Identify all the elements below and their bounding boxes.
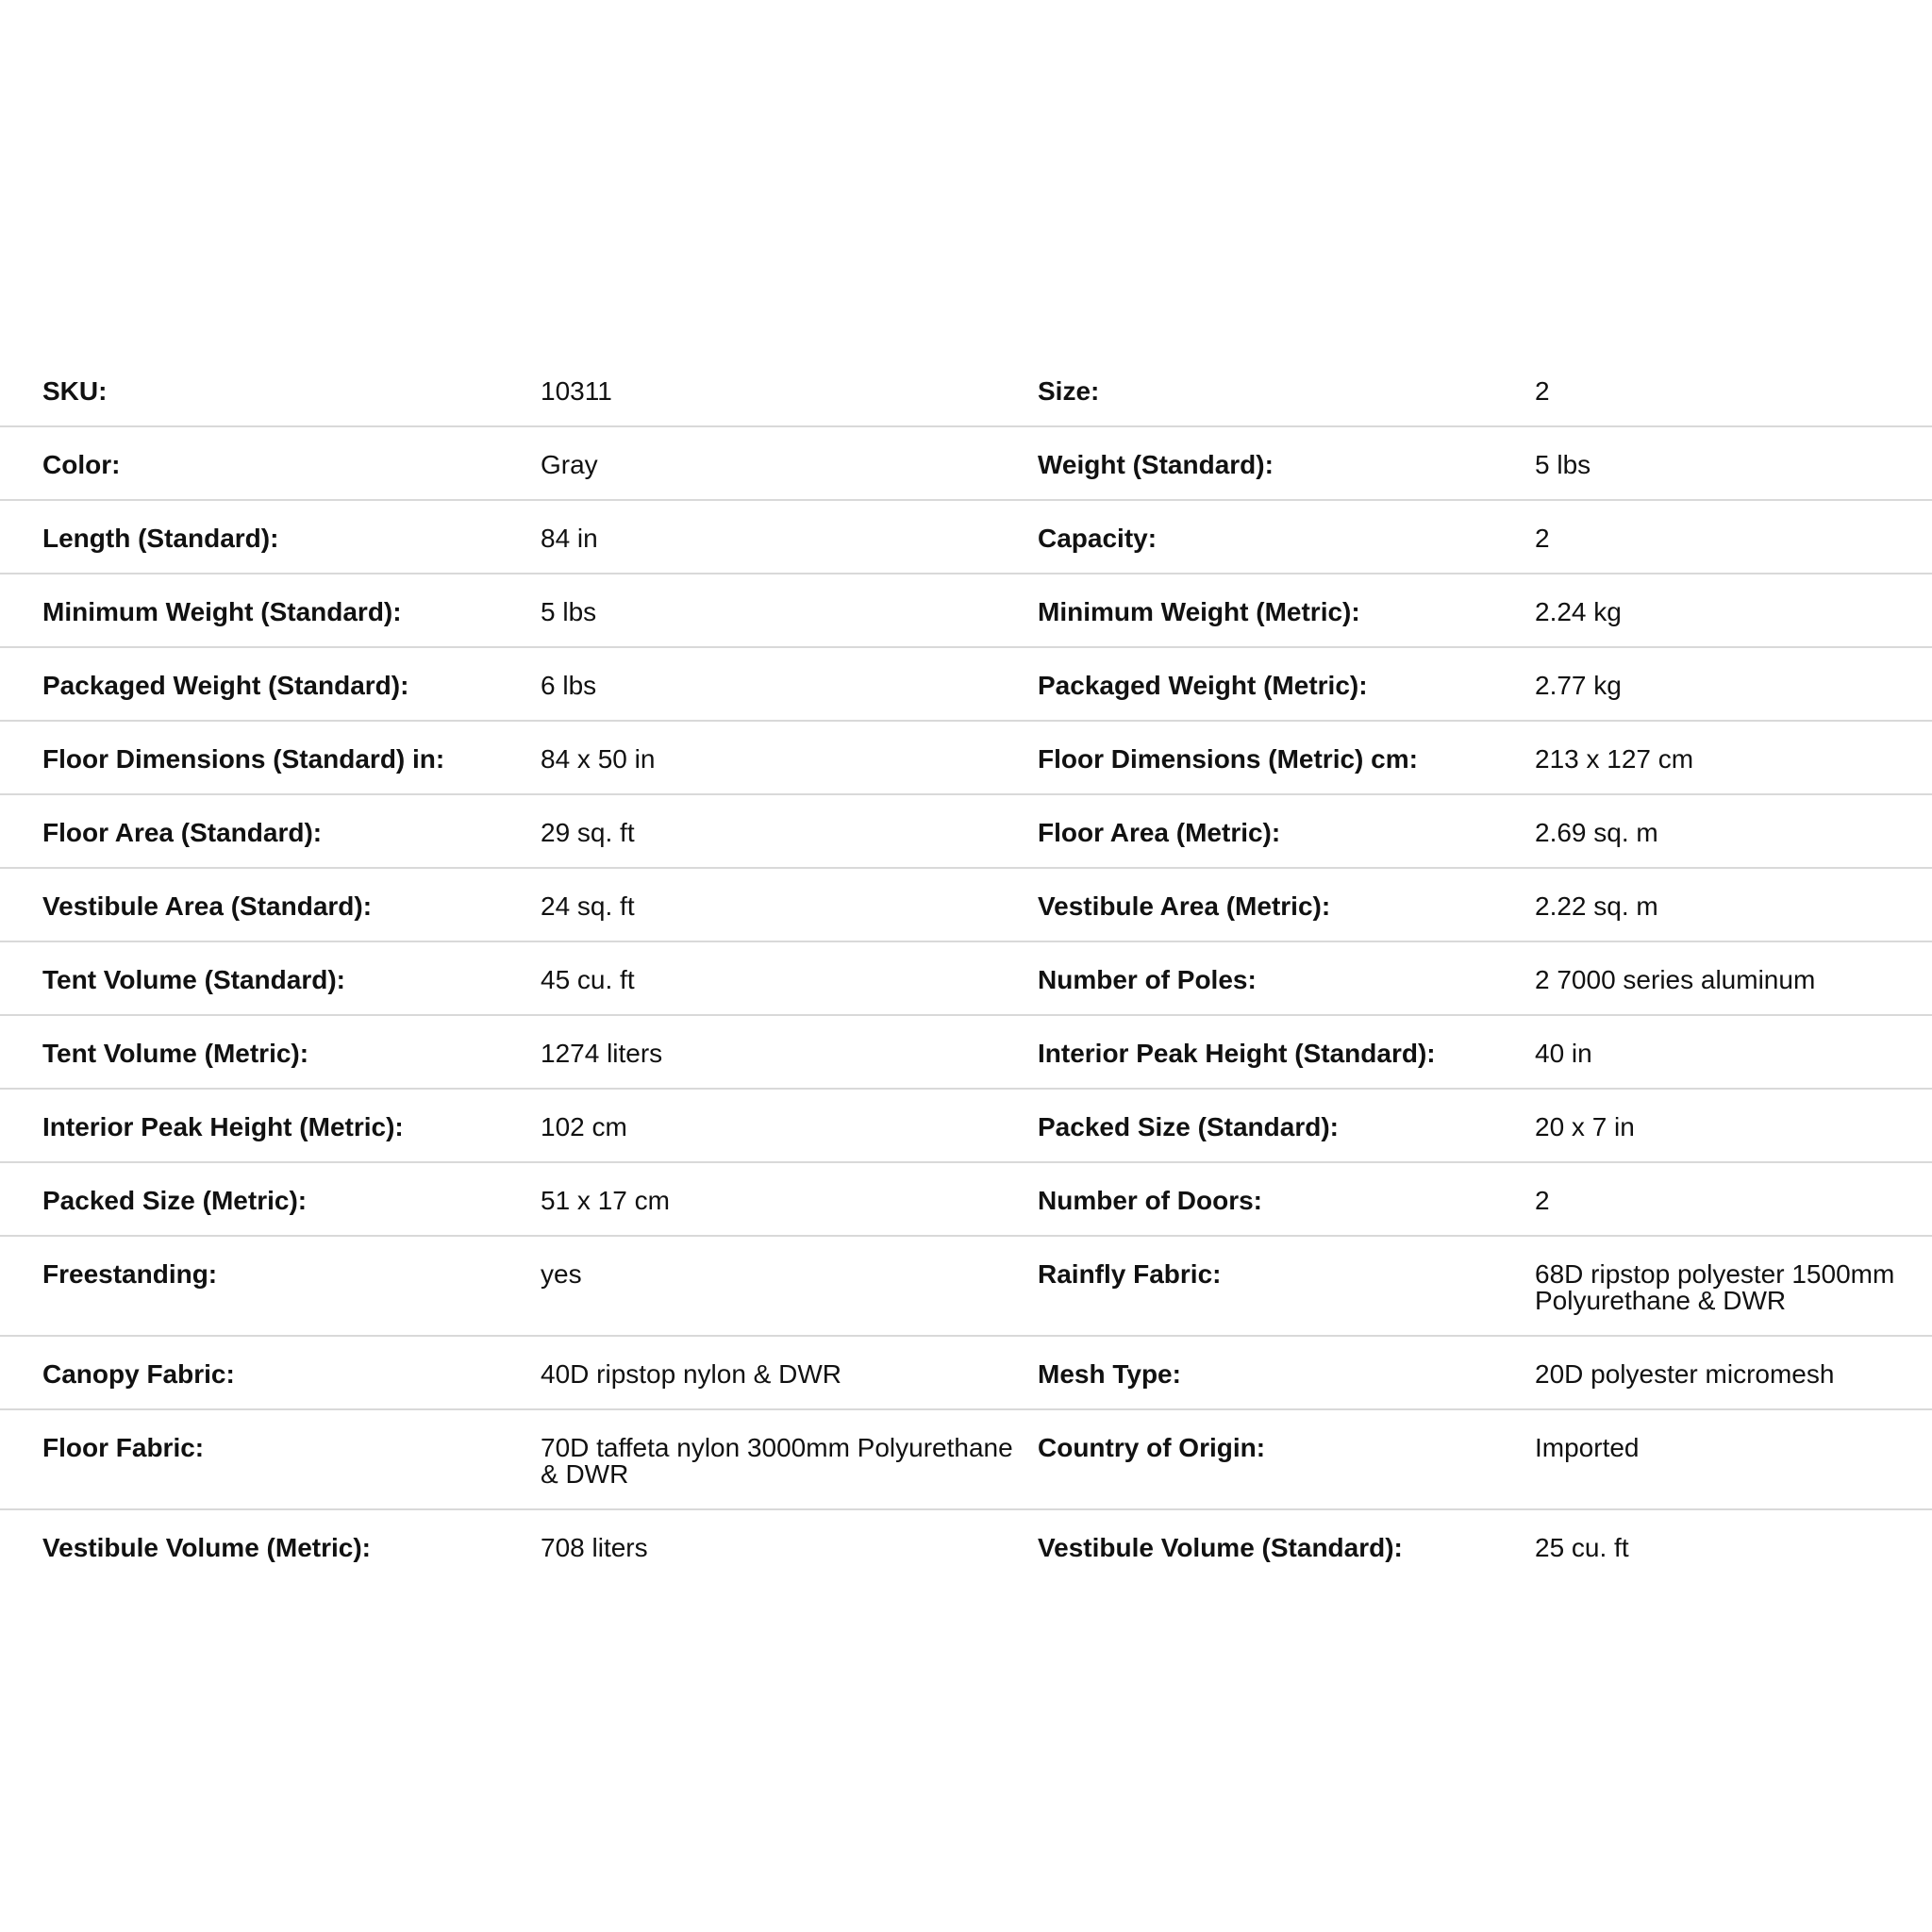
spec-value: 40D ripstop nylon & DWR <box>541 1359 842 1389</box>
spec-value: 29 sq. ft <box>541 818 635 847</box>
spec-label: Vestibule Area (Standard): <box>42 891 373 921</box>
spec-label: Capacity: <box>1038 524 1158 553</box>
spec-value: 68D ripstop polyester 1500mm Polyurethane & DWR <box>1535 1259 1895 1315</box>
spec-label: Mesh Type: <box>1038 1359 1181 1389</box>
spec-label: Vestibule Volume (Metric): <box>42 1533 371 1562</box>
spec-value: 24 sq. ft <box>541 891 635 921</box>
spec-value: 40 in <box>1535 1039 1592 1068</box>
spec-label: Floor Area (Standard): <box>42 818 323 847</box>
spec-row <box>0 1337 1932 1410</box>
spec-label: Freestanding: <box>42 1259 218 1289</box>
spec-label: Length (Standard): <box>42 524 279 553</box>
spec-value: 5 lbs <box>1535 450 1591 479</box>
spec-value: 20D polyester micromesh <box>1535 1359 1835 1389</box>
spec-label: Color: <box>42 450 121 479</box>
spec-row <box>0 1237 1932 1337</box>
spec-label: Interior Peak Height (Metric): <box>42 1112 404 1141</box>
spec-label: Vestibule Area (Metric): <box>1038 891 1331 921</box>
spec-label: Tent Volume (Metric): <box>42 1039 309 1068</box>
spec-value: 20 x 7 in <box>1535 1112 1635 1141</box>
spec-value: 2.77 kg <box>1535 671 1622 700</box>
spec-value: 2.24 kg <box>1535 597 1622 626</box>
spec-label: Floor Fabric: <box>42 1433 205 1462</box>
spec-value: 2.22 sq. m <box>1535 891 1658 921</box>
spec-value: 2 <box>1535 1186 1550 1215</box>
spec-label: Packaged Weight (Standard): <box>42 671 409 700</box>
spec-value: 51 x 17 cm <box>541 1186 670 1215</box>
spec-row <box>0 648 1932 722</box>
spec-value: 2 <box>1535 376 1550 406</box>
spec-label: Interior Peak Height (Standard): <box>1038 1039 1436 1068</box>
spec-row <box>0 795 1932 869</box>
spec-row <box>0 1510 1932 1584</box>
spec-value: 84 x 50 in <box>541 744 656 774</box>
spec-value: 10311 <box>541 376 612 406</box>
spec-row <box>0 1016 1932 1090</box>
spec-value: 213 x 127 cm <box>1535 744 1694 774</box>
spec-value: 6 lbs <box>541 671 597 700</box>
spec-label: Rainfly Fabric: <box>1038 1259 1222 1289</box>
spec-label: Size: <box>1038 376 1100 406</box>
spec-label: Floor Area (Metric): <box>1038 818 1281 847</box>
spec-value: Gray <box>541 450 598 479</box>
spec-label: Packaged Weight (Metric): <box>1038 671 1368 700</box>
spec-row <box>0 575 1932 648</box>
spec-row <box>0 942 1932 1016</box>
spec-label: Packed Size (Metric): <box>42 1186 308 1215</box>
spec-label: Vestibule Volume (Standard): <box>1038 1533 1403 1562</box>
spec-value: 2 <box>1535 524 1550 553</box>
spec-row <box>0 1090 1932 1163</box>
spec-value: 2.69 sq. m <box>1535 818 1658 847</box>
spec-label: Weight (Standard): <box>1038 450 1274 479</box>
spec-label: Minimum Weight (Metric): <box>1038 597 1360 626</box>
spec-label: Packed Size (Standard): <box>1038 1112 1339 1141</box>
spec-value: 102 cm <box>541 1112 627 1141</box>
spec-row <box>0 1163 1932 1237</box>
spec-value: 5 lbs <box>541 597 597 626</box>
spec-table <box>0 354 1932 1584</box>
spec-row <box>0 722 1932 795</box>
spec-row <box>0 869 1932 942</box>
spec-label: Tent Volume (Standard): <box>42 965 345 994</box>
spec-value: 1274 liters <box>541 1039 663 1068</box>
spec-label: Minimum Weight (Standard): <box>42 597 402 626</box>
spec-value: 2 7000 series aluminum <box>1535 965 1816 994</box>
spec-row <box>0 427 1932 501</box>
spec-label: Number of Poles: <box>1038 965 1257 994</box>
spec-value: 25 cu. ft <box>1535 1533 1629 1562</box>
spec-label: SKU: <box>42 376 108 406</box>
spec-label: Country of Origin: <box>1038 1433 1266 1462</box>
spec-value: 708 liters <box>541 1533 648 1562</box>
spec-label: Floor Dimensions (Metric) cm: <box>1038 744 1418 774</box>
spec-value: yes <box>541 1259 582 1289</box>
spec-value: Imported <box>1535 1433 1640 1462</box>
spec-value: 70D taffeta nylon 3000mm Polyurethane & DWR <box>541 1433 1013 1489</box>
spec-label: Number of Doors: <box>1038 1186 1262 1215</box>
spec-value: 45 cu. ft <box>541 965 635 994</box>
spec-row <box>0 501 1932 575</box>
spec-value: 84 in <box>541 524 598 553</box>
spec-label: Floor Dimensions (Standard) in: <box>42 744 445 774</box>
spec-label: Canopy Fabric: <box>42 1359 235 1389</box>
spec-row <box>0 354 1932 427</box>
spec-row <box>0 1410 1932 1510</box>
